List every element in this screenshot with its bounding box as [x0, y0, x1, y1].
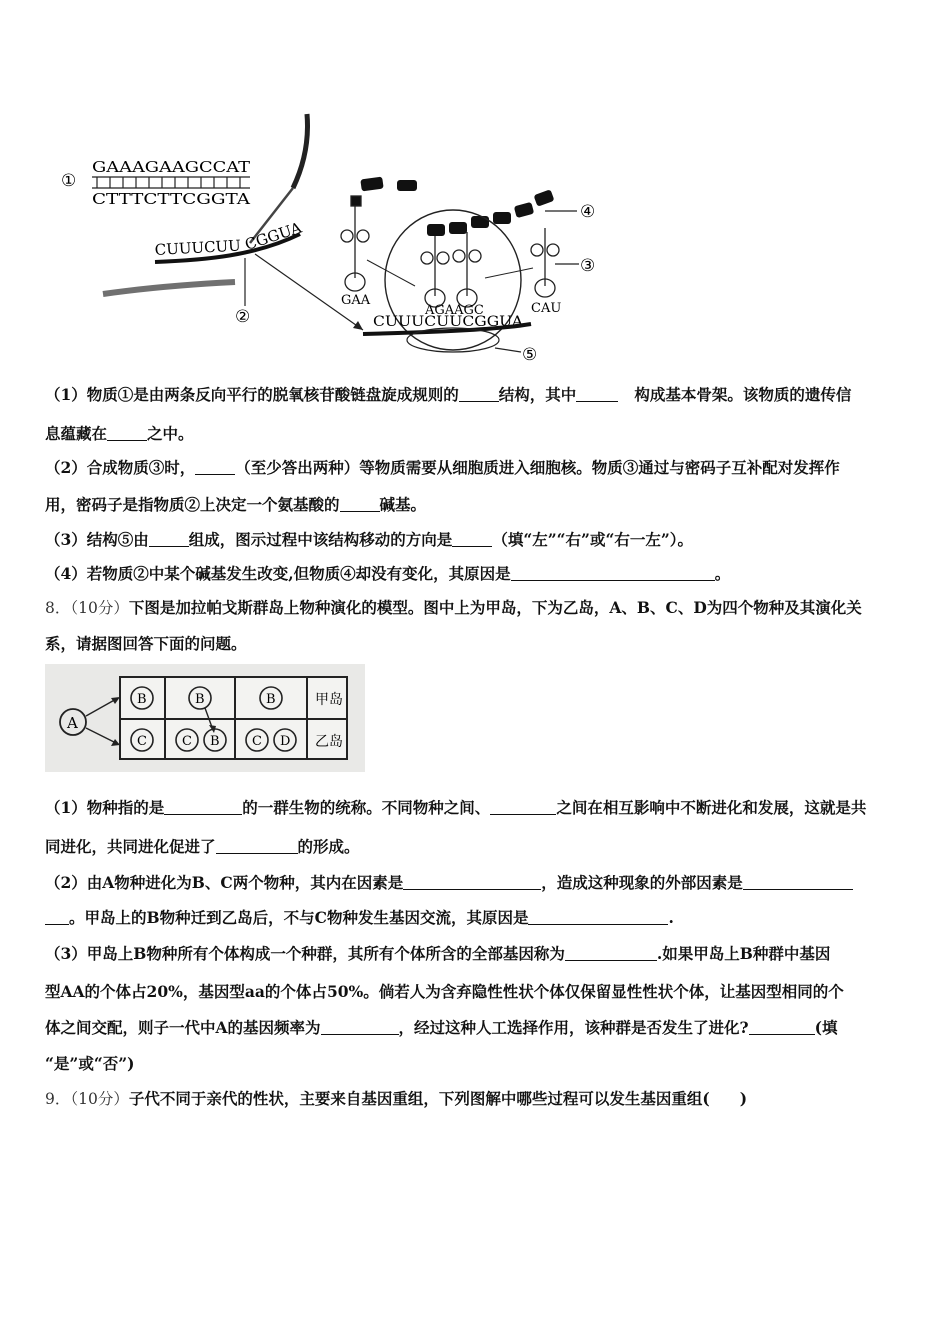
label-5-pointer [495, 348, 521, 352]
q8-blank-6[interactable] [528, 909, 668, 925]
q8-p3-text-g: “是”或“否”) [45, 1054, 135, 1073]
q7-blank-6[interactable] [149, 531, 189, 547]
q8-blank-8[interactable] [321, 1019, 399, 1035]
amino-acid-chain [360, 177, 554, 236]
trna-gaa [341, 196, 369, 291]
q8-blank-2[interactable] [490, 799, 556, 815]
mrna-move-arrowhead [353, 321, 363, 330]
q7-line-2 [45, 423, 907, 445]
q8-blank-7[interactable] [565, 945, 657, 961]
label-4: ④ [580, 202, 596, 222]
species-c-label-2: C [182, 734, 192, 749]
q7-p2-text-a: （2）合成物质③时， [45, 458, 196, 477]
q8-line-1 [45, 597, 907, 619]
q7-p4-text-b: 。 [714, 564, 731, 583]
q8-blank-1[interactable] [164, 799, 242, 815]
q8-line-6 [45, 907, 907, 929]
q9-score: （10分） [70, 1090, 129, 1108]
label-3: ③ [580, 256, 596, 276]
q8-score: （10分） [70, 599, 129, 617]
q7-p1-text-b: 结构，其中 [498, 385, 577, 404]
q7-p3-text-c: （填“左”“右”或“右一左”）。 [492, 530, 694, 549]
q8-p2-text-a: （2）由A物种进化为B、C两个物种，其内在因素是 [45, 873, 404, 892]
q8-p1-text-a: （1）物种指的是 [45, 798, 165, 817]
q7-line-4 [45, 494, 907, 516]
q7-blank-4[interactable] [195, 459, 235, 475]
q8-line-3 [45, 797, 907, 819]
q8-line-10 [45, 1053, 907, 1075]
q8-p3-text-c: 型AA的个体占20%，基因型aa的个体占50%。倘若人为含弃隐性性状个体仅保留显性性状个体，让基因型相同的个 [45, 982, 844, 1001]
q8-line-2 [45, 633, 907, 655]
trna-ribosome-2 [453, 232, 481, 307]
species-c-label-1: C [137, 734, 147, 749]
mrna-right-seq: CGGUA [242, 218, 304, 254]
species-d-label: D [280, 734, 291, 749]
q7-p1-text-a: （1）物质①是由两条反向平行的脱氧核苷酸链盘旋成规则的 [45, 385, 459, 404]
trna-anticodon-gaa: GAA [341, 293, 371, 308]
q7-blank-7[interactable] [452, 531, 492, 547]
species-b-label-4: B [210, 734, 220, 749]
q9-line-1 [45, 1088, 907, 1110]
q7-p1-text-c: 构成基本骨架。该物质的遗传信 [634, 385, 852, 404]
q8-stem-b: 系，请据图回答下面的问题。 [45, 634, 247, 653]
island-jia-label: 甲岛 [315, 692, 343, 708]
island-speciation-diagram [45, 664, 365, 772]
q7-p2-text-c: 用，密码子是指物质②上决定一个氨基酸的 [45, 495, 340, 514]
q7-p1-text-d: 息蕴藏在 [45, 424, 108, 443]
q8-number: 8． [45, 599, 71, 617]
transcription-translation-diagram [55, 108, 615, 378]
q7-blank-3[interactable] [107, 425, 147, 441]
q7-line-5 [45, 529, 907, 551]
q8-p1-text-c: 之间在相互影响中不断进化和发展，这就是共 [556, 798, 867, 817]
q7-blank-5[interactable] [340, 496, 380, 512]
trna-ribosome-1 [421, 236, 449, 307]
island-yi-label: 乙岛 [315, 734, 343, 750]
q9-stem: 子代不同于亲代的性状，主要来自基因重组，下列图解中哪些过程可以发生基因重组( [128, 1089, 710, 1108]
q8-line-9 [45, 1017, 907, 1039]
q8-p3-text-f: (填 [814, 1018, 838, 1037]
trna-anticodon-agaagc: AGAAGC [425, 303, 484, 318]
q7-p3-text-b: 组成，图示过程中该结构移动的方向是 [188, 530, 453, 549]
dna-base-pairs [92, 177, 250, 188]
label-5: ⑤ [522, 345, 538, 365]
q8-p2-text-c: 。甲岛上的B物种迁到乙岛后，不与C物种发生基因交流，其原因是 [69, 908, 529, 927]
q8-line-5 [45, 872, 907, 894]
q8-blank-3[interactable] [216, 838, 298, 854]
q8-line-8 [45, 981, 907, 1003]
q7-p2-text-d: 碱基。 [379, 495, 427, 514]
dna-strand-upper [293, 114, 307, 188]
mrna-ribosome-seq: CUUUCUUCGGUA [373, 314, 524, 330]
trna-anticodon-cau: CAU [531, 301, 562, 316]
trna-cau-arrow [485, 268, 533, 278]
q8-blank-9[interactable] [749, 1019, 815, 1035]
q8-line-7 [45, 943, 907, 965]
q8-p1-text-e: 的形成。 [297, 837, 360, 856]
q7-line-1 [45, 384, 907, 406]
q7-p1-text-e: 之中。 [147, 424, 194, 443]
q8-p1-text-b: 的一群生物的统称。不同物种之间、 [242, 798, 491, 817]
trna-gaa-arrow [367, 260, 415, 286]
q7-p2-text-b: （至少答出两种）等物质需要从细胞质进入细胞核。物质③通过与密码子互补配对发挥作 [235, 458, 840, 477]
q8-p2-text-b: ，造成这种现象的外部因素是 [541, 873, 743, 892]
q7-line-6 [45, 563, 907, 585]
q7-blank-1[interactable] [459, 386, 499, 402]
q8-blank-5-cont[interactable] [45, 909, 69, 925]
label-2: ② [235, 307, 251, 327]
trna-cau [531, 228, 559, 297]
q8-stem-a: 下图是加拉帕戈斯群岛上物种演化的模型。图中上为甲岛，下为乙岛，A、B、C、D为四个物种及其演化关 [128, 598, 862, 617]
q8-p3-text-e: ，经过这种人工选择作用，该种群是否发生了进化? [398, 1018, 749, 1037]
q8-blank-4[interactable] [403, 874, 541, 890]
q7-blank-8[interactable] [511, 565, 715, 581]
q8-p3-text-a: （3）甲岛上B物种所有个体构成一个种群，其所有个体所含的全部基因称为 [45, 944, 565, 963]
q8-p3-text-b: .如果甲岛上B种群中基因 [656, 944, 831, 963]
dna-top-strand: GAAAGAAGCCAT [92, 158, 250, 176]
label-1: ① [61, 171, 77, 191]
species-a-label: A [67, 714, 78, 732]
q7-blank-2[interactable] [576, 386, 618, 402]
q9-paren-end: ) [739, 1089, 748, 1108]
q7-p4-text-a: （4）若物质②中某个碱基发生改变,但物质④却没有变化，其原因是 [45, 564, 511, 583]
species-b-label-1: B [137, 692, 147, 707]
species-b-label-2: B [195, 692, 205, 707]
q7-p3-text-a: （3）结构⑤由 [45, 530, 149, 549]
q8-p1-text-d: 同进化，共同进化促进了 [45, 837, 216, 856]
dna-strand-left [103, 282, 235, 294]
species-b-label-3: B [266, 692, 276, 707]
q8-p2-text-d: . [668, 908, 674, 927]
q8-blank-5[interactable] [743, 874, 853, 890]
mrna-move-arrow [255, 254, 363, 330]
dna-bottom-strand: CTTTCTTCGGTA [92, 190, 251, 208]
q7-line-3 [45, 457, 907, 479]
q8-line-4 [45, 836, 907, 858]
q9-number: 9． [45, 1090, 71, 1108]
species-c-label-3: C [252, 734, 262, 749]
mrna-left-seq: CUUUCUU [154, 236, 242, 259]
q8-p3-text-d: 体之间交配，则子一代中A的基因频率为 [45, 1018, 321, 1037]
